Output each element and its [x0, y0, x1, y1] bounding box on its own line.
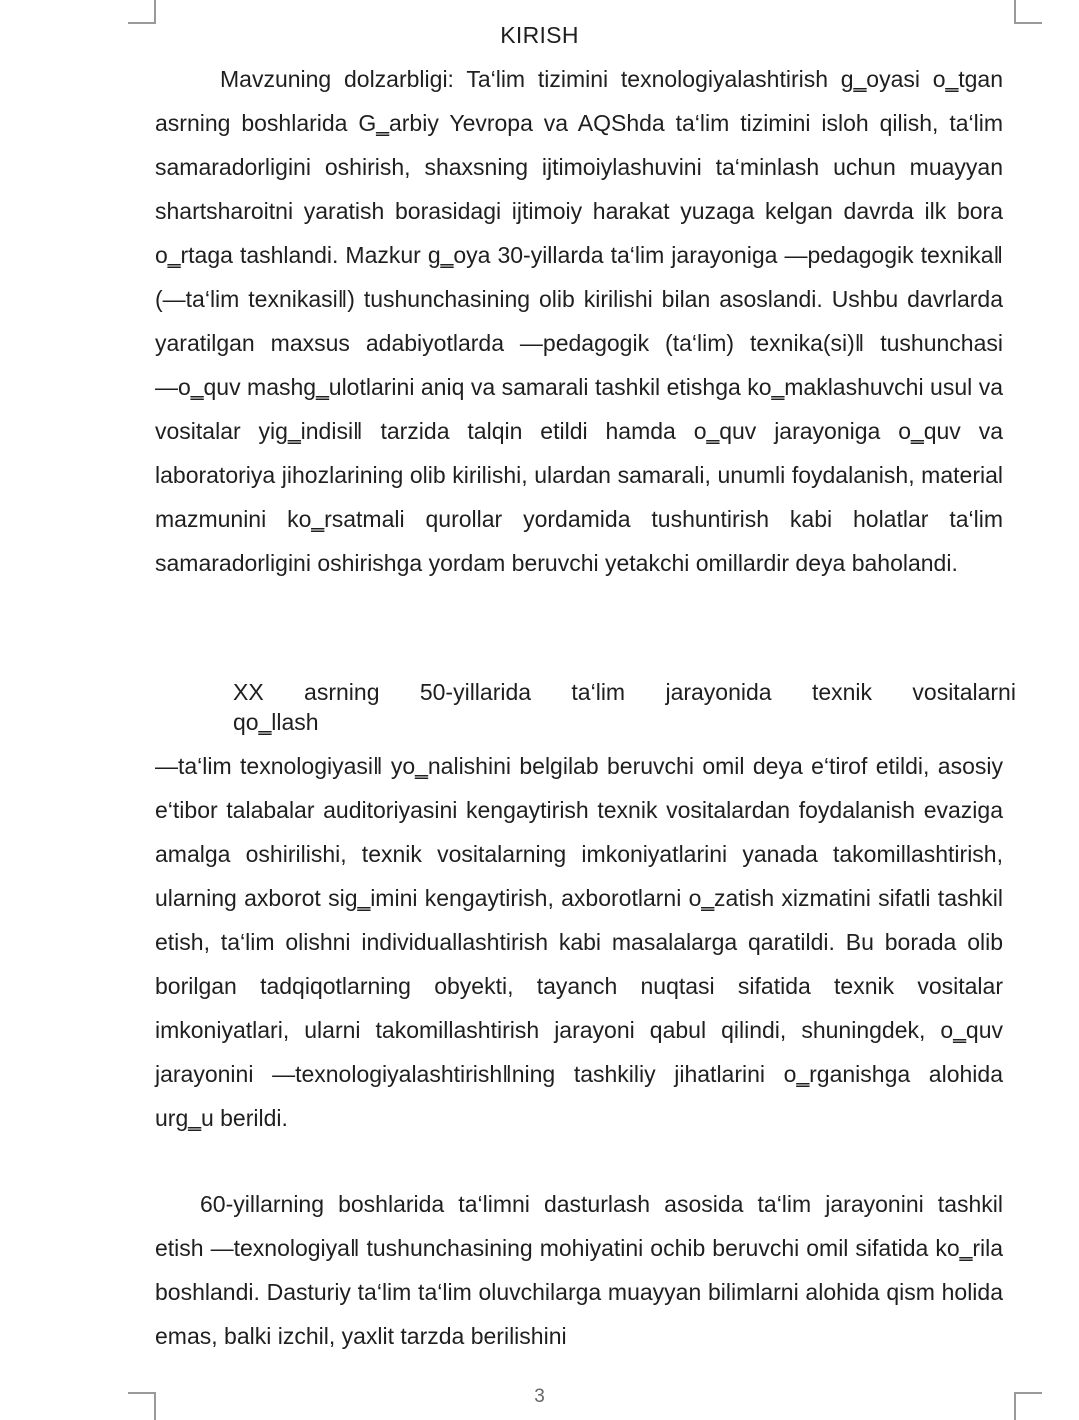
heading-word: asrning: [304, 679, 380, 705]
paragraph-50s: ―ta‘lim texnologiyasi‖ yo‗nalishini belgilab beruvchi omil deya e‘tirof etildi, asosiy e‘tibor talabalar auditoriyasini kengaytirish texnik vositalardan foydalanish evaziga amalga oshirilishi, texnik vositalarning imkoniyatlarini yanada takomillashtirish, ularning axborot sig‗imini kengaytirish, axborotlarni o‗zatish xizmatini sifatli tashkil etish, ta‘lim olishni individuallashtirish kabi masalalarga qaratildi. Bu borada olib borilgan tadqiqotlarning obyekti, tayanch nuqtasi sifatida texnik vositalar imkoniyatlari, ularni takomillashtirish jarayoni qabul qilindi, shuningdek, o‗quv jarayonini ―texnologiyalashtirish‖ning tashkiliy jihatlarini o‗rganishga alohida urg‗u berildi.: [155, 753, 1003, 1131]
heading-word: ta‘lim: [571, 679, 626, 705]
paragraph-heading-line: [233, 677, 1016, 707]
page-title: KIRISH: [500, 22, 579, 48]
heading-word: jarayonida: [665, 679, 772, 705]
page-number: 3: [534, 1386, 545, 1407]
heading-word: XX: [233, 679, 264, 705]
paragraph-heading-line-2: qo‗llash: [233, 709, 319, 735]
heading-word: texnik: [811, 679, 873, 705]
paragraph-relevance: [155, 57, 1003, 585]
paragraph-lead: Mavzuning dolzarbligi:: [220, 66, 454, 92]
paragraph-60s: 60-yillarning boshlarida ta‘limni dasturlash asosida ta‘lim jarayonini tashkil etish ―texnologiya‖ tushunchasining mohiyatini ochib beruvchi omil sifatida ko‗rila boshlandi. Dasturiy ta‘lim ta‘lim oluvchilarga muayyan bilimlarni alohida qism holida emas, balki izchil, yaxlit tarzda berilishini: [155, 1191, 1003, 1349]
heading-word: vositalarni: [912, 679, 1016, 705]
paragraph-text: Ta‘lim tizimini texnologiyalashtirish g‗oyasi o‗tgan asrning boshlarida G‗arbiy Yevropa va AQShda ta‘lim tizimini isloh qilish, ta‘lim samaradorligini oshirish, shaxsning ijtimoiylashuvini ta‘minlash uchun muayyan shartsharoitni yaratish borasidagi ijtimoiy harakat yuzaga kelgan davrda ilk bora o‗rtaga tashlandi. Mazkur g‗oya 30-yillarda ta‘lim jarayoniga ―pedagogik texnika‖ (―ta‘lim texnikasi‖) tushunchasining olib kirilishi bilan asoslandi. Ushbu davrlarda yaratilgan maxsus adabiyotlarda ―pedagogik (ta‘lim) texnika(si)‖ tushunchasi ―o‗quv mashg‗ulotlarini aniq va samarali tashkil etishga ko‗maklashuvchi usul va vositalar yig‗indisi‖ tarzida talqin etildi hamda o‗quv jarayoniga o‗quv va laboratoriya jihozlarining olib kirilishi, ulardan samarali, unumli foydalanish, material mazmunini ko‗rsatmali qurollar yordamida tushuntirish kabi holatlar ta‘lim samaradorligini oshirishga yordam beruvchi yetakchi omillardir deya baholandi.: [155, 66, 1003, 576]
heading-word: 50-yillarida: [419, 679, 532, 705]
